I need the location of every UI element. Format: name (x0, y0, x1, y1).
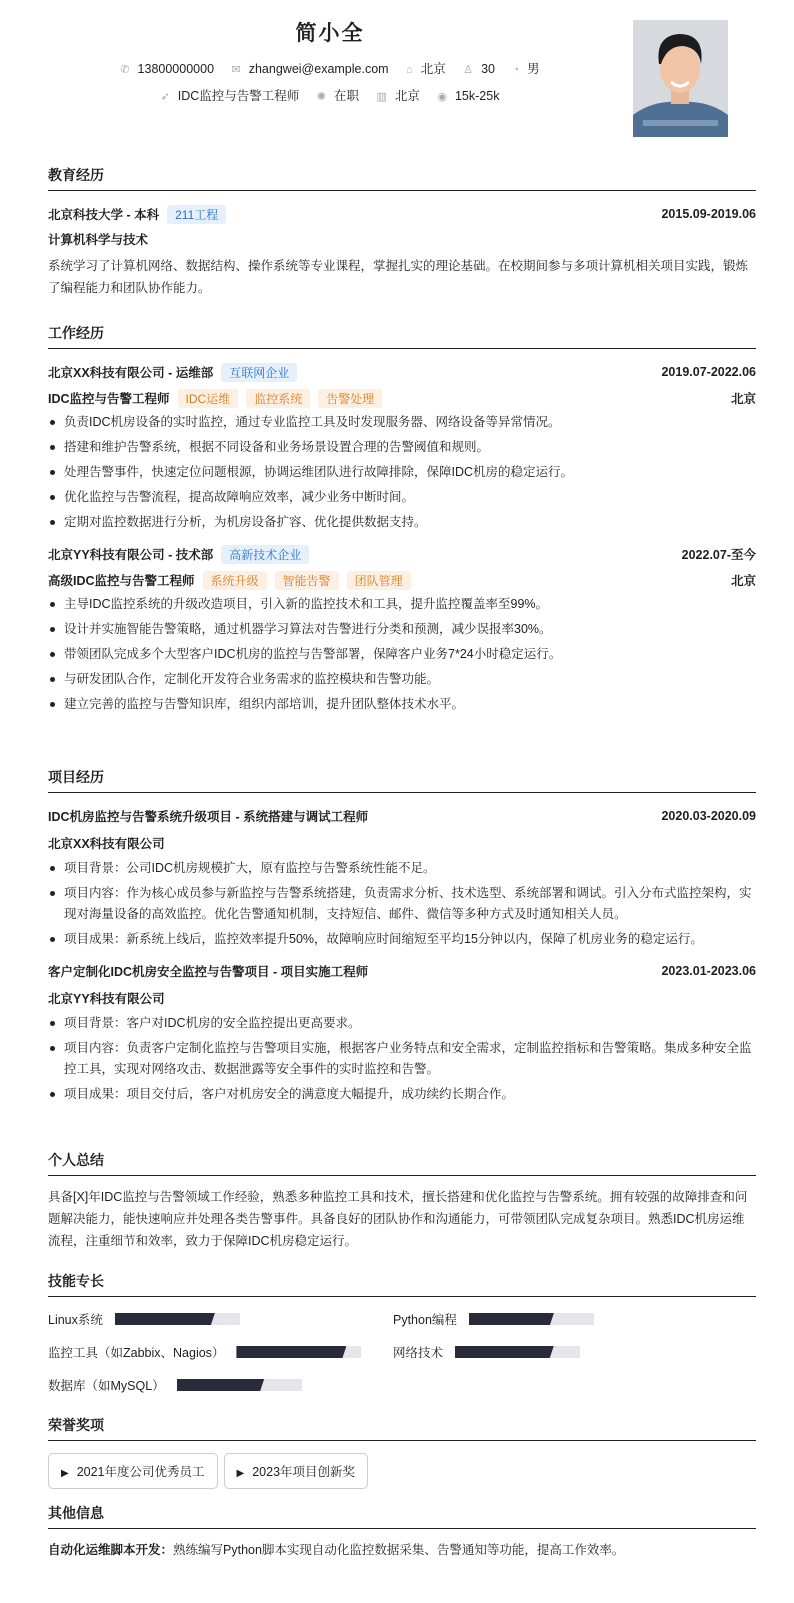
period: 2023.01-2023.06 (661, 964, 756, 978)
skill-name: 监控工具（如Zabbix、Nagios） (48, 1346, 225, 1360)
job-entry (48, 361, 756, 533)
skill-bar (469, 1313, 594, 1325)
contact-row (0, 59, 660, 77)
skill-bar-fill (236, 1346, 346, 1358)
education-desc: 系统学习了计算机网络、数据结构、操作系统等专业课程，掌握扎实的理论基础。在校期间参与多项计算机相关项目实践，锻炼了编程能力和团队协作能力。 (48, 259, 749, 295)
summary-section (48, 1150, 756, 1252)
mail-icon: ✉ (231, 64, 241, 76)
section-title: 技能专长 (48, 1271, 756, 1297)
email: zhangwei@example.com (248, 62, 389, 76)
award-item (48, 1453, 218, 1489)
role: IDC监控与告警工程师 (48, 391, 170, 406)
skill-name: Linux系统 (48, 1313, 103, 1327)
project-entry (48, 805, 756, 950)
award-name: 2023年项目创新奖 (252, 1465, 356, 1479)
duty-list (48, 412, 756, 533)
profile-photo (633, 20, 728, 137)
salary-icon: ◉ (437, 91, 447, 103)
period: 2022.07-至今 (681, 548, 756, 562)
project-header (48, 805, 756, 827)
skill-name: 网络技术 (393, 1346, 444, 1360)
school: 北京科技大学 - 本科 (48, 207, 160, 222)
major: 计算机科学与技术 (48, 233, 149, 247)
projects-section (48, 767, 756, 1109)
location: 北京 (730, 392, 756, 406)
project-list (48, 858, 756, 950)
role-row (48, 387, 756, 409)
list-item: 项目背景：公司IDC机房规模扩大，原有监控与告警系统性能不足。 (48, 858, 756, 879)
candidate-name: 简小全 (295, 22, 365, 45)
other-text: 熟练编写Python脚本实现自动化监控数据采集、告警通知等功能，提高工作效率。 (173, 1543, 625, 1557)
project-company: 北京XX科技有限公司 (48, 837, 165, 851)
company-tag: 互联网企业 (221, 363, 297, 382)
project-name: 客户定制化IDC机房安全监控与告警项目 - 项目实施工程师 (48, 965, 369, 979)
skill-bar-fill (115, 1313, 215, 1325)
gender-icon: ◔ (512, 64, 520, 76)
gender: 男 (527, 62, 540, 76)
list-item: 项目成果：新系统上线后，监控效率提升50%，故障响应时间缩短至平均15分钟以内，保障了机房业务的稳定运行。 (48, 929, 756, 950)
skill-item (393, 1342, 738, 1362)
section-title: 个人总结 (48, 1150, 756, 1176)
awards-section (48, 1415, 756, 1489)
position: IDC监控与告警工程师 (177, 89, 300, 103)
company: 北京YY科技有限公司 - 技术部 (48, 547, 214, 562)
list-item: 项目成果：项目交付后，客户对机房安全的满意度大幅提升，成功续约长期合作。 (48, 1084, 756, 1105)
city: 北京 (420, 62, 446, 76)
skill-tag: IDC运维 (178, 389, 239, 408)
section-title: 项目经历 (48, 767, 756, 793)
company: 北京XX科技有限公司 - 运维部 (48, 365, 214, 380)
skill-bar-fill (177, 1379, 265, 1391)
other-section (48, 1503, 756, 1561)
send-icon: ➶ (160, 91, 170, 103)
list-item: 项目内容：作为核心成员参与新监控与告警系统搭建，负责需求分析、技术选型、系统部署和调试。引入分布式监控架构，实现对海量设备的高效监控。优化告警通知机制，支持短信、邮件、微信等多种方式及时通知相关人员。 (48, 883, 756, 925)
status: 在职 (333, 89, 359, 103)
skill-item (48, 1375, 393, 1395)
list-item: 搭建和维护告警系统，根据不同设备和业务场景设置合理的告警阈值和规则。 (48, 437, 756, 458)
list-item: 与研发团队合作，定制化开发符合业务需求的监控模块和告警功能。 (48, 669, 756, 690)
job-entry (48, 543, 756, 715)
skills-section (48, 1271, 756, 1395)
company-tag: 高新技术企业 (221, 545, 309, 564)
skill-bar (177, 1379, 302, 1391)
job-intent-row (0, 86, 660, 104)
list-item: 主导IDC监控系统的升级改造项目，引入新的监控技术和工具，提升监控覆盖率至99%。 (48, 594, 756, 615)
project-header (48, 960, 756, 982)
phone: 13800000000 (137, 62, 215, 76)
skill-tag: 系统升级 (203, 571, 267, 590)
period: 2020.03-2020.09 (661, 809, 756, 823)
award-item (224, 1453, 369, 1489)
section-title: 教育经历 (48, 165, 756, 191)
skill-item (48, 1309, 393, 1329)
work-section (48, 323, 756, 719)
project-list (48, 1013, 756, 1105)
role-row (48, 569, 756, 591)
work-city: 北京 (394, 89, 420, 103)
skill-tag: 智能告警 (275, 571, 339, 590)
status-icon: ✺ (316, 91, 326, 103)
skill-bar (455, 1346, 580, 1358)
triangle-icon: ▶ (236, 1468, 245, 1479)
other-label: 自动化运维脚本开发： (48, 1543, 174, 1557)
list-item: 定期对监控数据进行分析，为机房设备扩容、优化提供数据支持。 (48, 512, 756, 533)
age: 30 (481, 62, 495, 76)
skill-tag: 告警处理 (318, 389, 382, 408)
summary-text: 具备[X]年IDC监控与告警领域工作经验，熟悉多种监控工具和技术，擅长搭建和优化监控与告警系统。拥有较强的故障排查和问题解决能力，能快速响应并处理各类告警事件。具备良好的团队协作和沟通能力，可带领团队完成复杂项目。熟悉IDC机房运维流程，注重细节和效率，致力于保障IDC机房稳定运行。 (48, 1190, 748, 1248)
section-title: 荣誉奖项 (48, 1415, 756, 1441)
list-item: 建立完善的监控与告警知识库，组织内部培训，提升团队整体技术水平。 (48, 694, 756, 715)
age-icon: ♙ (463, 64, 474, 76)
list-item: 设计并实施智能告警策略，通过机器学习算法对告警进行分类和预测，减少误报率30%。 (48, 619, 756, 640)
section-title: 其他信息 (48, 1503, 756, 1529)
list-item: 处理告警事件，快速定位问题根源，协调运维团队进行故障排除，保障IDC机房的稳定运行。 (48, 462, 756, 483)
skill-name: Python编程 (393, 1313, 457, 1327)
list-item: 项目内容：负责客户定制化监控与告警项目实施，根据客户业务特点和安全需求，定制监控指标和告警策略。集成多种安全监控工具，实现对网络攻击、数据泄露等安全事件的实时监控和告警。 (48, 1038, 756, 1080)
skill-bar-fill (469, 1313, 554, 1325)
skill-bar-fill (455, 1346, 554, 1358)
role: 高级IDC监控与告警工程师 (48, 573, 195, 588)
project-name: IDC机房监控与告警系统升级项目 - 系统搭建与调试工程师 (48, 810, 369, 824)
job-header (48, 543, 756, 565)
list-item: 负责IDC机房设备的实时监控，通过专业监控工具及时发现服务器、网络设备等异常情况。 (48, 412, 756, 433)
period: 2019.07-2022.06 (661, 365, 756, 379)
skill-item (48, 1342, 393, 1362)
project-company: 北京YY科技有限公司 (48, 992, 165, 1006)
skill-tag: 监控系统 (246, 389, 310, 408)
skill-item (393, 1309, 738, 1329)
home-icon: ⌂ (406, 64, 413, 76)
period: 2015.09-2019.06 (661, 207, 756, 221)
award-name: 2021年度公司优秀员工 (76, 1465, 205, 1479)
list-item: 优化监控与告警流程，提高故障响应效率，减少业务中断时间。 (48, 487, 756, 508)
triangle-icon: ▶ (61, 1468, 69, 1479)
skill-bar (115, 1313, 240, 1325)
skill-bar (236, 1346, 361, 1358)
list-item: 项目背景：客户对IDC机房的安全监控提出更高要求。 (48, 1013, 756, 1034)
section-title: 工作经历 (48, 323, 756, 349)
building-icon: ▥ (376, 91, 387, 103)
salary: 15k-25k (454, 89, 500, 103)
education-section (48, 165, 756, 299)
resume-header (0, 0, 794, 150)
list-item: 带领团队完成多个大型客户IDC机房的监控与告警部署，保障客户业务7*24小时稳定运行。 (48, 644, 756, 665)
school-tag: 211工程 (167, 205, 226, 224)
duty-list (48, 594, 756, 715)
project-entry (48, 960, 756, 1105)
skill-name: 数据库（如MySQL） (48, 1379, 165, 1393)
phone-icon: ✆ (120, 64, 130, 76)
location: 北京 (730, 574, 756, 588)
job-header (48, 361, 756, 383)
skill-tag: 团队管理 (347, 571, 411, 590)
